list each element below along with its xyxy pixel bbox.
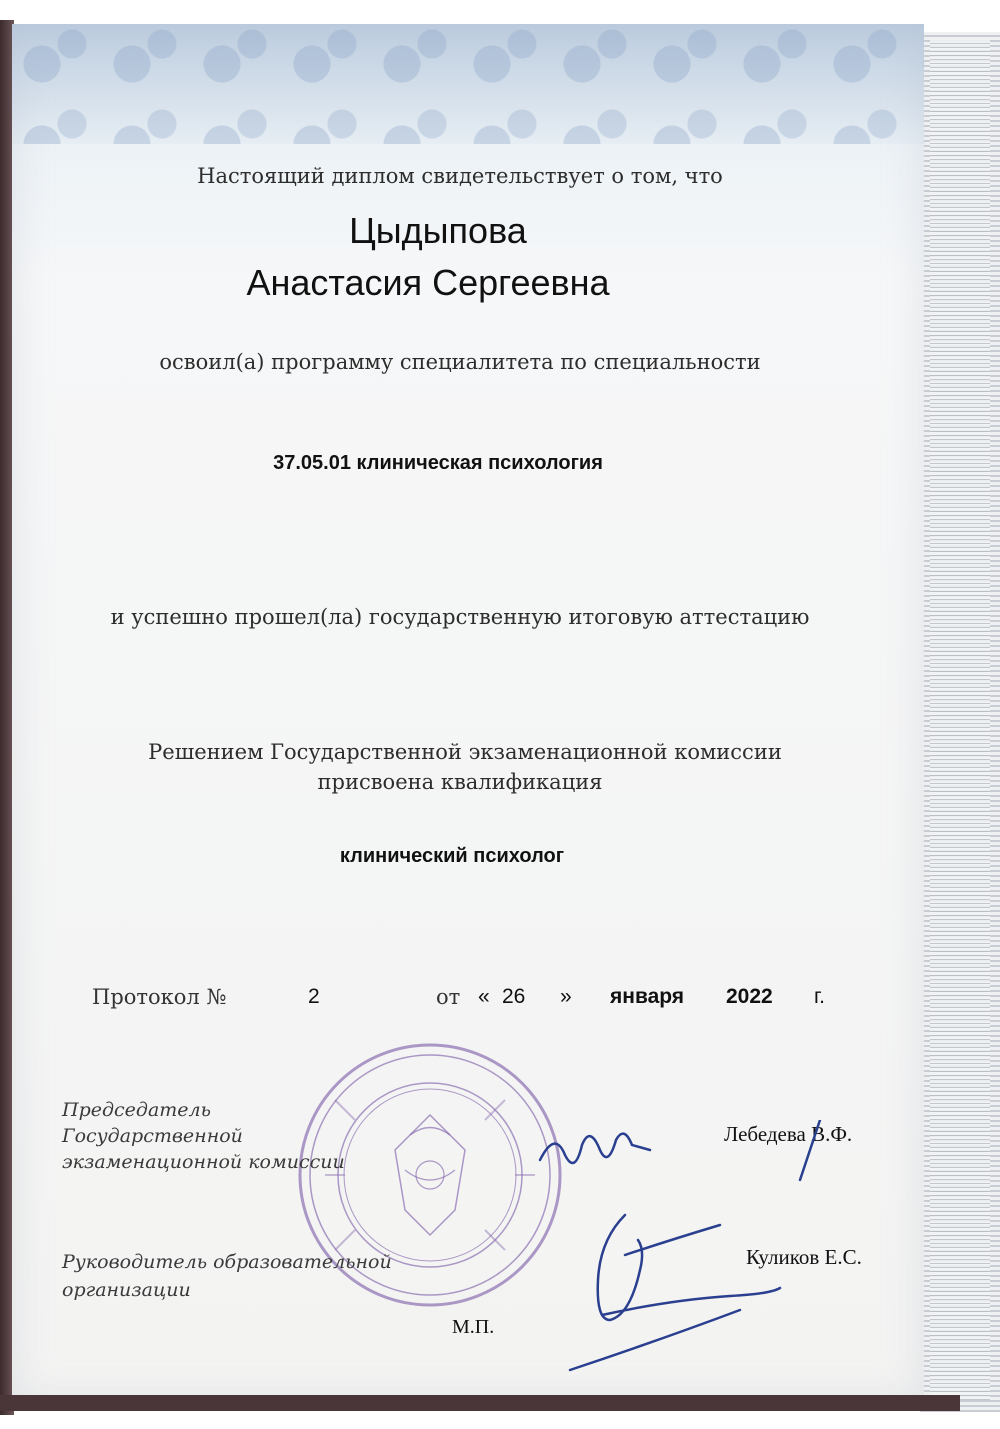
protocol-label: Протокол № xyxy=(92,985,227,1009)
protocol-year: 2022 xyxy=(726,985,773,1008)
handwritten-signatures xyxy=(520,1120,880,1400)
head-label-line-2: организации xyxy=(62,1279,191,1301)
chair-label-line-2: Государственной xyxy=(62,1125,243,1147)
year-suffix: г. xyxy=(814,985,825,1008)
protocol-month: января xyxy=(610,985,685,1008)
protocol-number: 2 xyxy=(308,985,320,1008)
decision-line-2: присвоена квалификация xyxy=(317,770,603,794)
program-text: освоил(а) программу специалитета по специальности xyxy=(159,350,761,374)
chair-label-line-3: экзаменационной комиссии xyxy=(62,1151,345,1173)
quote-close: » xyxy=(560,985,572,1008)
given-names: Анастасия Сергеевна xyxy=(246,262,610,303)
head-label-line-1: Руководитель образовательной xyxy=(62,1251,392,1273)
protocol-day: 26 xyxy=(502,985,526,1008)
quote-open: « xyxy=(478,985,490,1008)
chair-name: Лебедева В.Ф. xyxy=(724,1122,853,1146)
qualification: клинический психолог xyxy=(339,845,565,867)
specialty: 37.05.01 клиническая психология xyxy=(273,452,603,474)
protocol-from-label: от xyxy=(436,985,461,1009)
decision-line-1: Решением Государственной экзаменационной комиссии xyxy=(148,740,782,764)
seal-place: М.П. xyxy=(452,1316,495,1338)
chair-label-line-1: Председатель xyxy=(62,1099,211,1121)
surname: Цыдыпова xyxy=(349,210,527,251)
underlying-page-text xyxy=(930,40,990,1400)
attestation-text: и успешно прошел(ла) государственную итоговую аттестацию xyxy=(110,605,810,629)
guilloche-pattern xyxy=(12,24,924,144)
head-name: Куликов Е.С. xyxy=(746,1245,862,1269)
intro-text: Настоящий диплом свидетельствует о том, что xyxy=(197,164,723,188)
